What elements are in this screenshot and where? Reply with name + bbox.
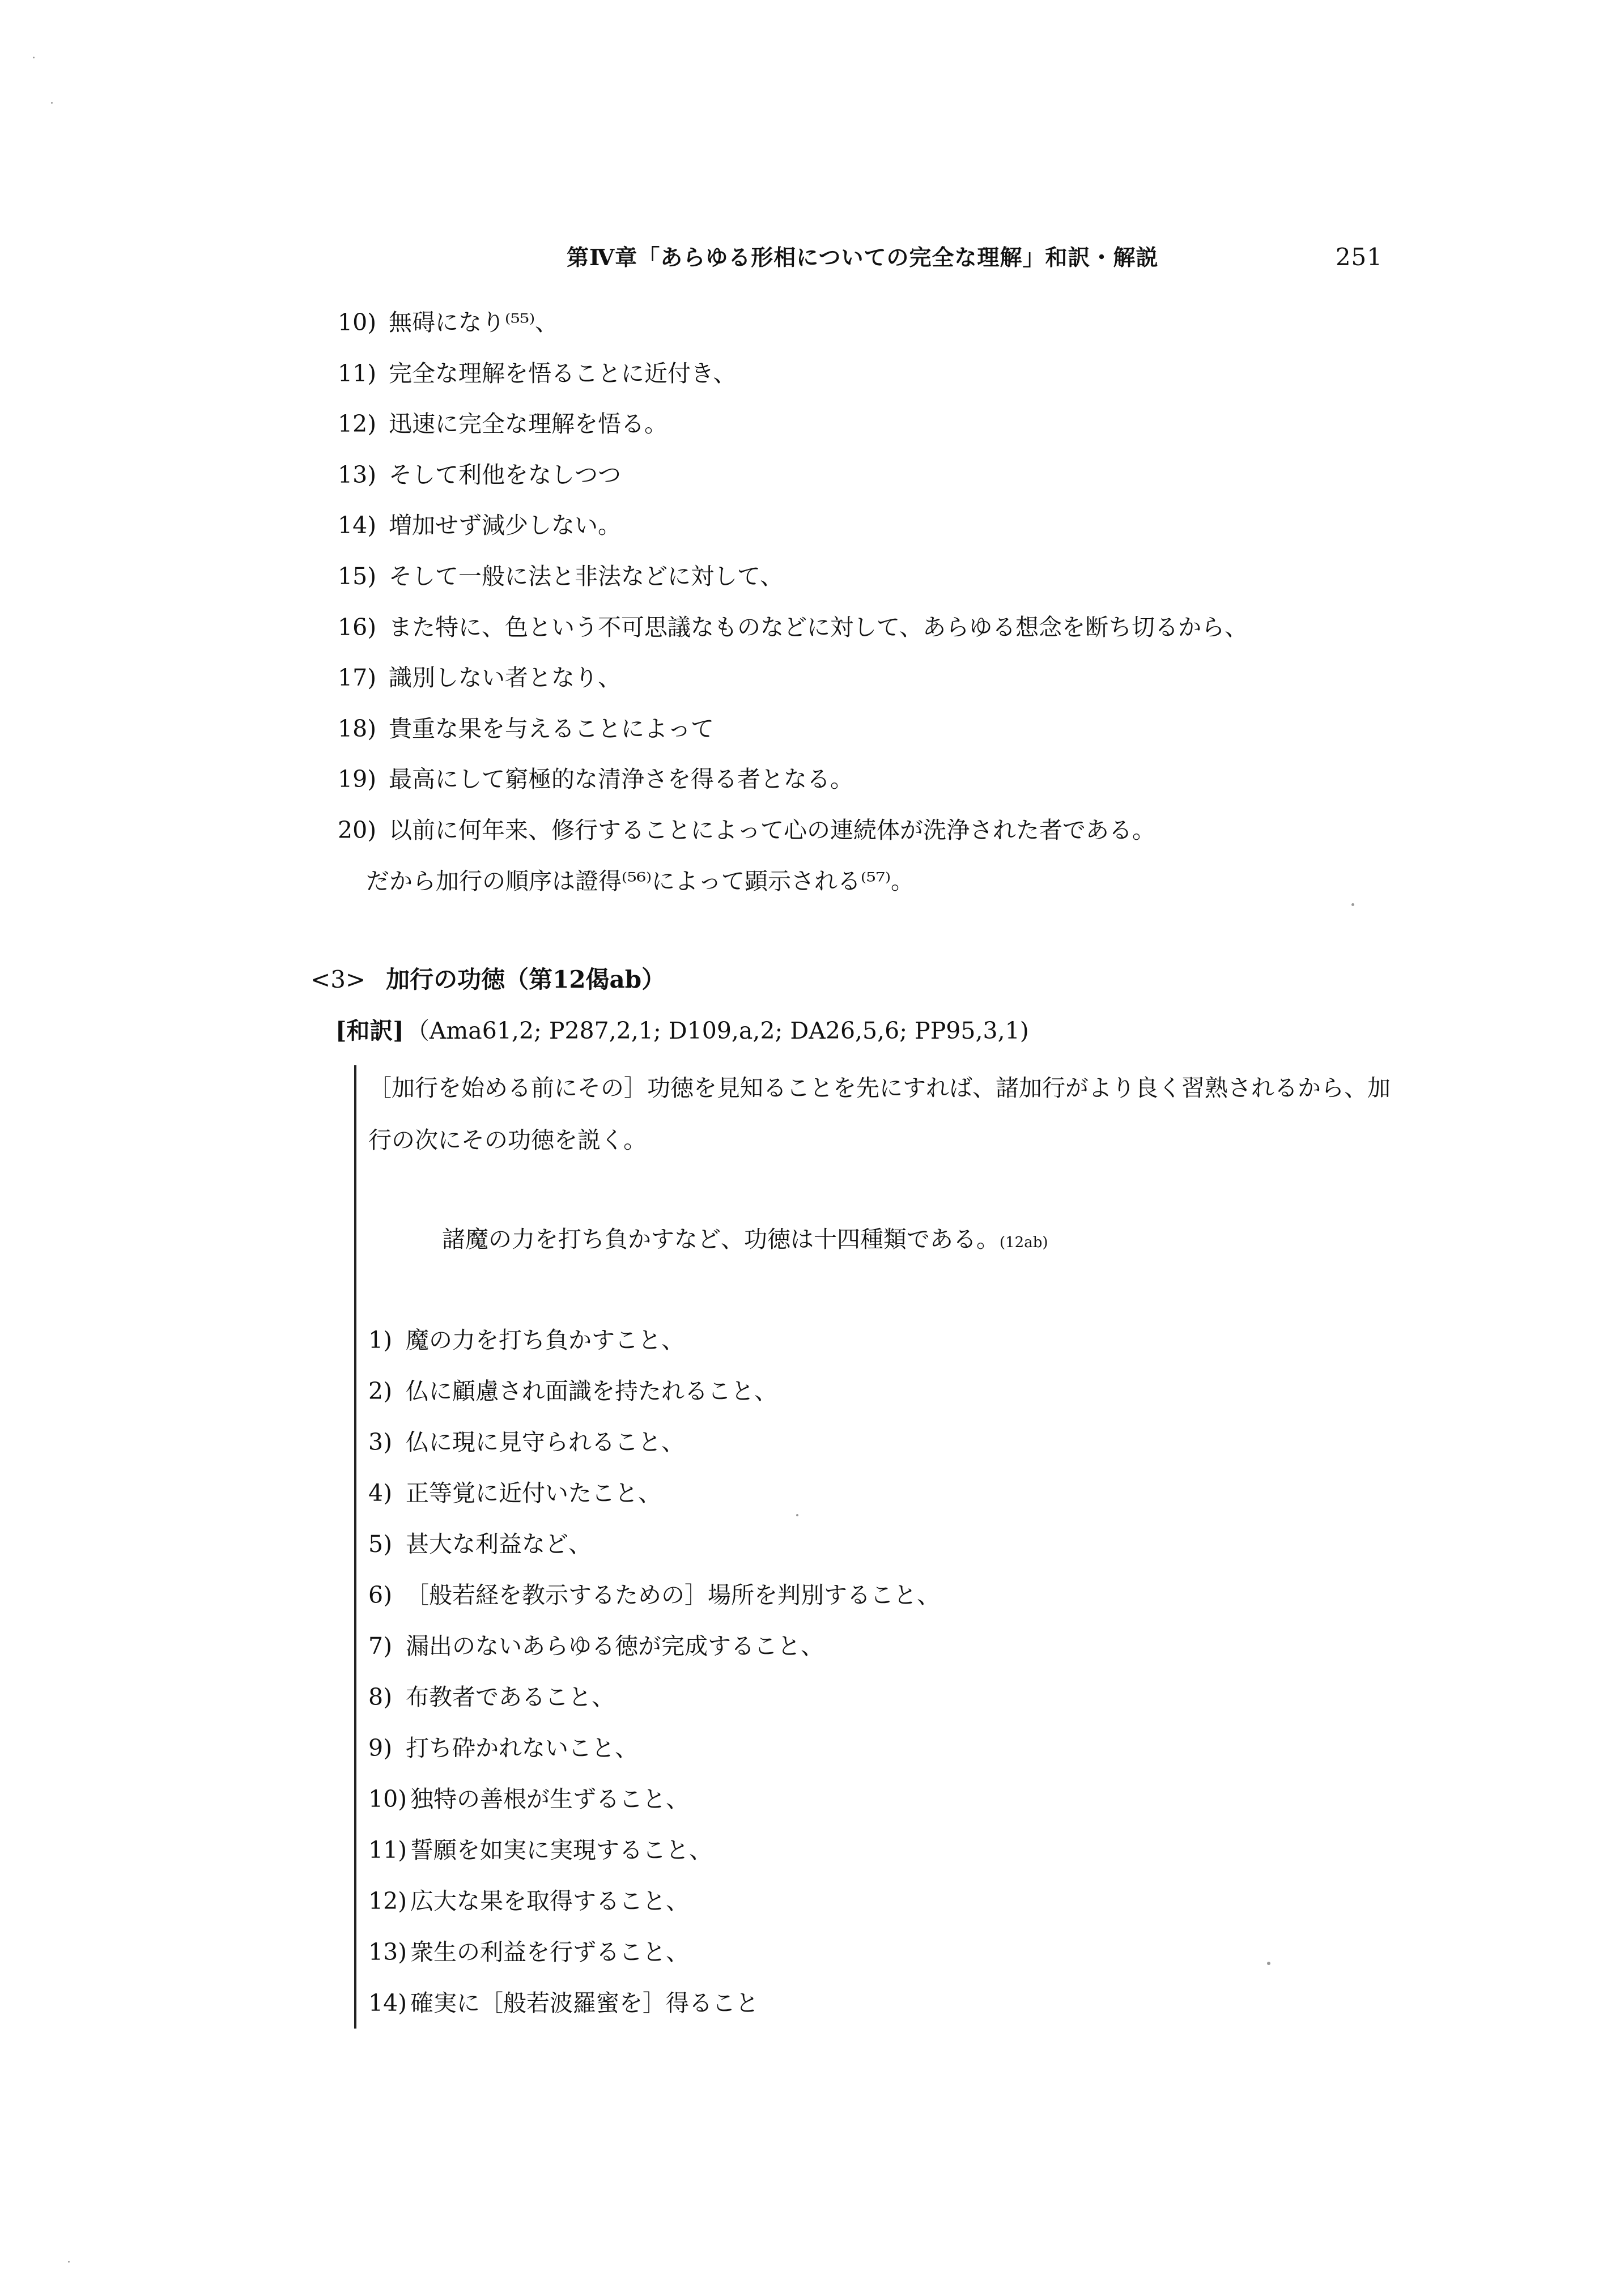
translation-tag: [和訳] [335,1017,404,1044]
item-number: 18) [338,715,377,742]
margin-rule [354,1065,356,2029]
list-item [338,805,1248,856]
source-references: （Ama61,2; P287,2,1; D109,a,2; DA26,5,6; PP95,3,1) [406,1017,1029,1044]
item-text: 正等覚に近付いたこと、 [406,1479,661,1507]
numbered-list-top [338,297,1248,856]
item-text: 仏に現に見守られること、 [406,1428,685,1456]
item-number: 10) [338,309,377,336]
item-text: 衆生の利益を行ずること、 [410,1938,689,1966]
item-text: 打ち砕かれないこと、 [406,1734,638,1762]
list-item [368,1672,940,1723]
chapter-title: 第Ⅳ章「あらゆる形相についての完全な理解」和訳・解説 [567,245,1159,271]
page-number: 251 [1335,243,1383,271]
item-number: 3) [368,1428,393,1456]
item-text: 漏出のないあらゆる徳が完成すること、 [406,1632,824,1660]
scan-speck [51,102,53,104]
item-text: 魔の力を打ち負かすこと、 [406,1326,685,1354]
item-number: 7) [368,1632,393,1660]
list-item [368,1570,940,1621]
item-text: 誓願を如実に実現すること、 [410,1836,712,1864]
list-item [368,1876,940,1927]
list-item [368,1366,940,1417]
list-item [338,602,1248,653]
item-number: 20) [338,816,377,844]
item-number: 1) [368,1326,393,1354]
list-item [338,652,1248,703]
translation-label [335,1012,1029,1045]
list-item [338,348,1248,399]
item-number: 15) [338,562,377,590]
list-item [338,449,1248,500]
item-text: また特に、色という不可思議なものなどに対して、あらゆる想念を断ち切るから、 [389,613,1248,641]
item-number: 10) [368,1785,407,1813]
list-item [338,551,1248,602]
item-text: 迅速に完全な理解を悟る。 [389,410,668,438]
list-item [368,1621,940,1672]
scan-speck [68,2261,70,2263]
item-number: 9) [368,1734,393,1762]
item-text: 以前に何年来、修行することによって心の連続体が洗浄された者である。 [389,816,1155,844]
item-number: 8) [368,1683,393,1711]
verse-text: 諸魔の力を打ち負かすなど、功徳は十四種類である。 [442,1226,1000,1253]
item-number: 11) [338,359,377,387]
scan-speck [33,57,35,58]
item-text: 最高にして窮極的な清浄さを得る者となる。 [389,766,853,793]
item-text: 完全な理解を悟ることに近付き、 [389,359,737,387]
item-number: 2) [368,1377,393,1405]
list-item [368,1417,940,1468]
item-number: 4) [368,1479,393,1507]
item-text: 独特の善根が生ずること、 [410,1785,689,1813]
item-number: 16) [338,613,377,641]
body-paragraph: ［加行を始める前にその］功徳を見知ることを先にすれば、諸加行がより良く習熟されるから、加行の次にその功徳を説く。 [368,1074,1391,1154]
numbered-list-bottom [368,1315,940,2029]
list-item [338,297,1248,348]
item-number: 6) [368,1581,393,1609]
running-header [567,240,1383,274]
list-item [338,754,1248,805]
item-text: 甚大な利益など、 [406,1530,592,1558]
list-item [368,1468,940,1519]
item-number: 13) [368,1938,407,1966]
item-number: 12) [368,1887,407,1915]
item-text: ［般若経を教示するための］場所を判別すること、 [406,1581,940,1609]
item-text: 識別しない者となり、 [389,664,621,692]
item-number: 14) [368,1989,407,2017]
item-number: 13) [338,461,377,488]
item-text: 貴重な果を与えることによって [389,715,714,742]
scan-speck [1351,903,1354,906]
item-text: 増加せず減少しない。 [389,512,621,539]
list-item [368,1978,940,2029]
section-heading [311,961,665,995]
list-item [338,703,1248,754]
scan-speck [1267,1962,1270,1965]
continuation-line: だから加行の順序は證得⁽⁵⁶⁾によって顕示される⁽⁵⁷⁾。 [366,868,915,895]
item-number: 5) [368,1530,393,1558]
scan-speck [796,1514,798,1516]
item-text: そして利他をなしつつ [389,461,621,488]
item-text: 無碍になり⁽⁵⁵⁾、 [389,309,559,336]
verse-reference: (12ab) [1000,1234,1048,1251]
list-item [368,1723,940,1774]
list-item [338,398,1248,449]
item-text: 仏に顧慮され面識を持たれること、 [406,1377,777,1405]
item-text: 広大な果を取得すること、 [410,1887,689,1915]
section-title: 加行の功徳（第12偈ab） [386,966,666,993]
list-item [368,1825,940,1876]
item-number: 19) [338,766,377,793]
item-number: 11) [368,1836,407,1864]
section-mark: <3> [311,966,366,993]
verse-line [442,1221,1048,1254]
list-item [368,1519,940,1570]
item-number: 17) [338,664,377,692]
list-item [368,1315,940,1366]
item-number: 12) [338,410,377,438]
list-item [368,1774,940,1825]
item-number: 14) [338,512,377,539]
item-text: 布教者であること、 [406,1683,615,1711]
item-text: 確実に［般若波羅蜜を］得ること [410,1989,759,2017]
list-item [338,500,1248,551]
item-text: そして一般に法と非法などに対して、 [389,562,784,590]
list-item [368,1927,940,1978]
